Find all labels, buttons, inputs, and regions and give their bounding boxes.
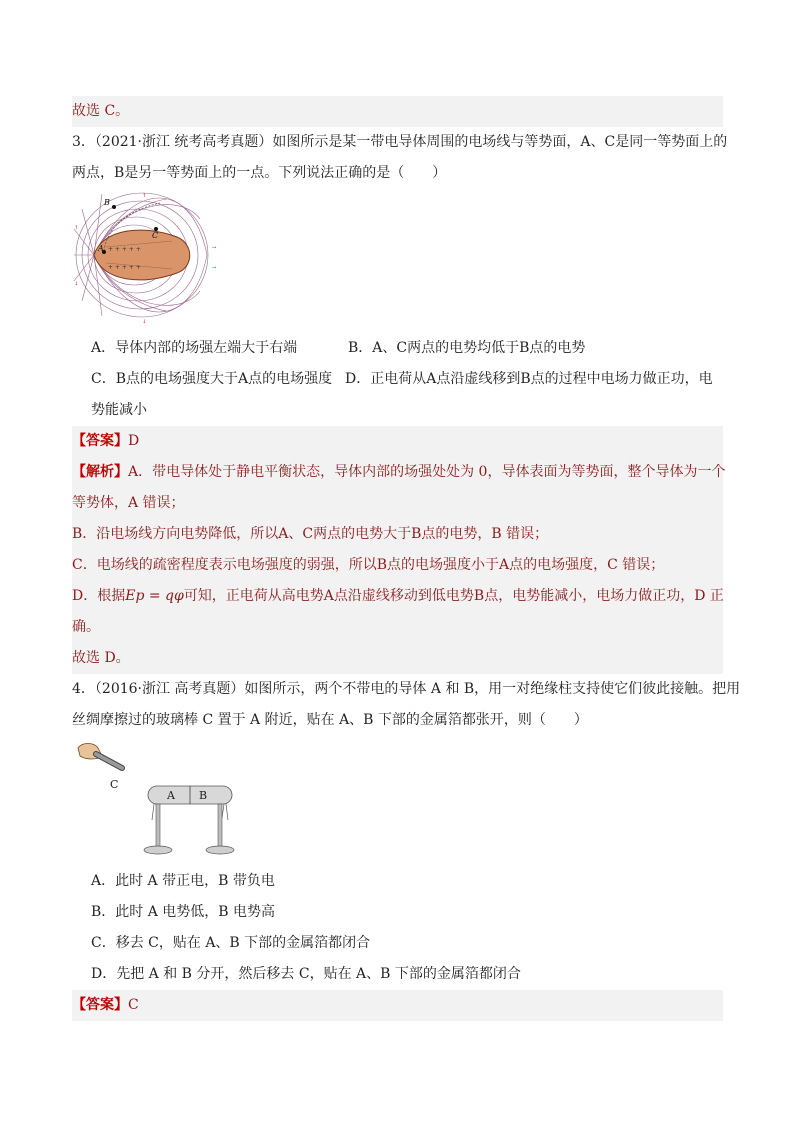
q3-analysis-d-formula: Ep = qφ xyxy=(125,588,184,604)
q3-conclusion: 故选 D。 xyxy=(72,643,723,674)
q3-stem-line2: 两点，B是另一等势面上的一点。下列说法正确的是（ ） xyxy=(72,165,447,181)
q3-label-b: B xyxy=(104,198,110,207)
q3-analysis-a-line2: 等势体，A 错误； xyxy=(72,488,723,519)
q3-option-d[interactable]: D．正电荷从A点沿虚线移到B点的过程中电场力做正功，电 xyxy=(345,371,713,387)
svg-text:→: → xyxy=(212,245,217,251)
q4-stem-line1: 4．（2016·浙江 高考真题）如图所示，两个不带电的导体 A 和 B，用一对绝缘柱支持使它们彼此接触。把用 xyxy=(72,681,741,697)
document-page xyxy=(72,96,741,1021)
q4-stem-line2: 丝绸摩擦过的玻璃棒 C 置于 A 附近，贴在 A、B 下部的金属箔都张开，则（ ） xyxy=(72,712,588,728)
svg-text:+ + + + +: + + + + + xyxy=(108,246,141,253)
q4-option-b[interactable]: B．此时 A 电势低，B 电势高 xyxy=(91,904,276,920)
q3-analysis-label: 【解析】 xyxy=(72,464,128,480)
q3-analysis-d-line1 xyxy=(72,581,723,612)
prev-conclusion-text: 故选 C。 xyxy=(72,103,130,119)
q3-option-b[interactable]: B．A、C两点的电势均低于B点的电势 xyxy=(348,340,586,356)
q3-field-figure xyxy=(72,189,723,331)
q3-options-row2 xyxy=(72,364,723,395)
q3-field-lines-diagram xyxy=(72,189,232,331)
svg-text:↓: ↓ xyxy=(142,319,147,325)
q4-label-c: C xyxy=(110,778,119,791)
q3-analysis-d-prefix: D．根据 xyxy=(72,588,126,604)
svg-text:→: → xyxy=(212,265,217,271)
q3-analysis-d-line2: 确。 xyxy=(72,612,723,643)
prev-conclusion xyxy=(72,96,723,127)
svg-text:↑: ↑ xyxy=(142,193,147,199)
q3-analysis-d-rest: 可知，正电荷从高电势A点沿虚线移动到低电势B点，电势能减小，电场力做正功，D 正 xyxy=(183,588,724,604)
svg-text:↑: ↑ xyxy=(74,225,79,231)
q3-label-c: C xyxy=(152,231,159,240)
q3-label-a: A xyxy=(98,244,104,253)
q3-option-a[interactable]: A．导体内部的场强左端大于右端 xyxy=(91,340,298,356)
q3-option-c[interactable]: C．B点的电场强度大于A点的电场强度 xyxy=(91,371,333,387)
q4-answer-label: 【答案】 xyxy=(72,997,128,1013)
q3-analysis-c: C．电场线的疏密程度表示电场强度的弱强，所以B点的电场强度小于A点的电场强度，C 错误； xyxy=(72,550,723,581)
q4-answer-value: C xyxy=(128,997,139,1013)
q4-figure xyxy=(72,740,723,866)
q3-analysis-b: B．沿电场线方向电势降低，所以A、C两点的电势大于B点的电势，B 错误； xyxy=(72,519,723,550)
q4-label-b: B xyxy=(199,789,208,802)
q4-label-a: A xyxy=(167,789,175,802)
q3-option-d-cont: 势能减小 xyxy=(91,402,147,418)
q3-analysis-a-text: A．带电导体处于静电平衡状态，导体内部的场强处处为 0，导体表面为等势面，整个导体为一个 xyxy=(128,464,726,480)
q4-conductor-diagram xyxy=(72,740,252,866)
q4-option-d[interactable]: D．先把 A 和 B 分开，然后移去 C，贴在 A、B 下部的金属箔都闭合 xyxy=(91,966,521,982)
q3-analysis-a-line1 xyxy=(72,457,726,488)
q3-options-row1 xyxy=(72,333,723,364)
q4-answer xyxy=(72,990,723,1021)
q3-answer-value: D xyxy=(128,433,140,449)
q3-answer xyxy=(72,426,723,457)
svg-text:↓: ↓ xyxy=(74,281,79,287)
q4-option-c[interactable]: C．移去 C，贴在 A、B 下部的金属箔都闭合 xyxy=(91,935,371,951)
q3-answer-label: 【答案】 xyxy=(72,433,128,449)
q4-option-a[interactable]: A．此时 A 带正电，B 带负电 xyxy=(91,873,275,889)
q3-stem-line1: 3．（2021·浙江 统考高考真题）如图所示是某一带电导体周围的电场线与等势面，A、C是同一等势面上的 xyxy=(72,134,728,150)
svg-text:+ + + + +: + + + + + xyxy=(108,264,141,271)
